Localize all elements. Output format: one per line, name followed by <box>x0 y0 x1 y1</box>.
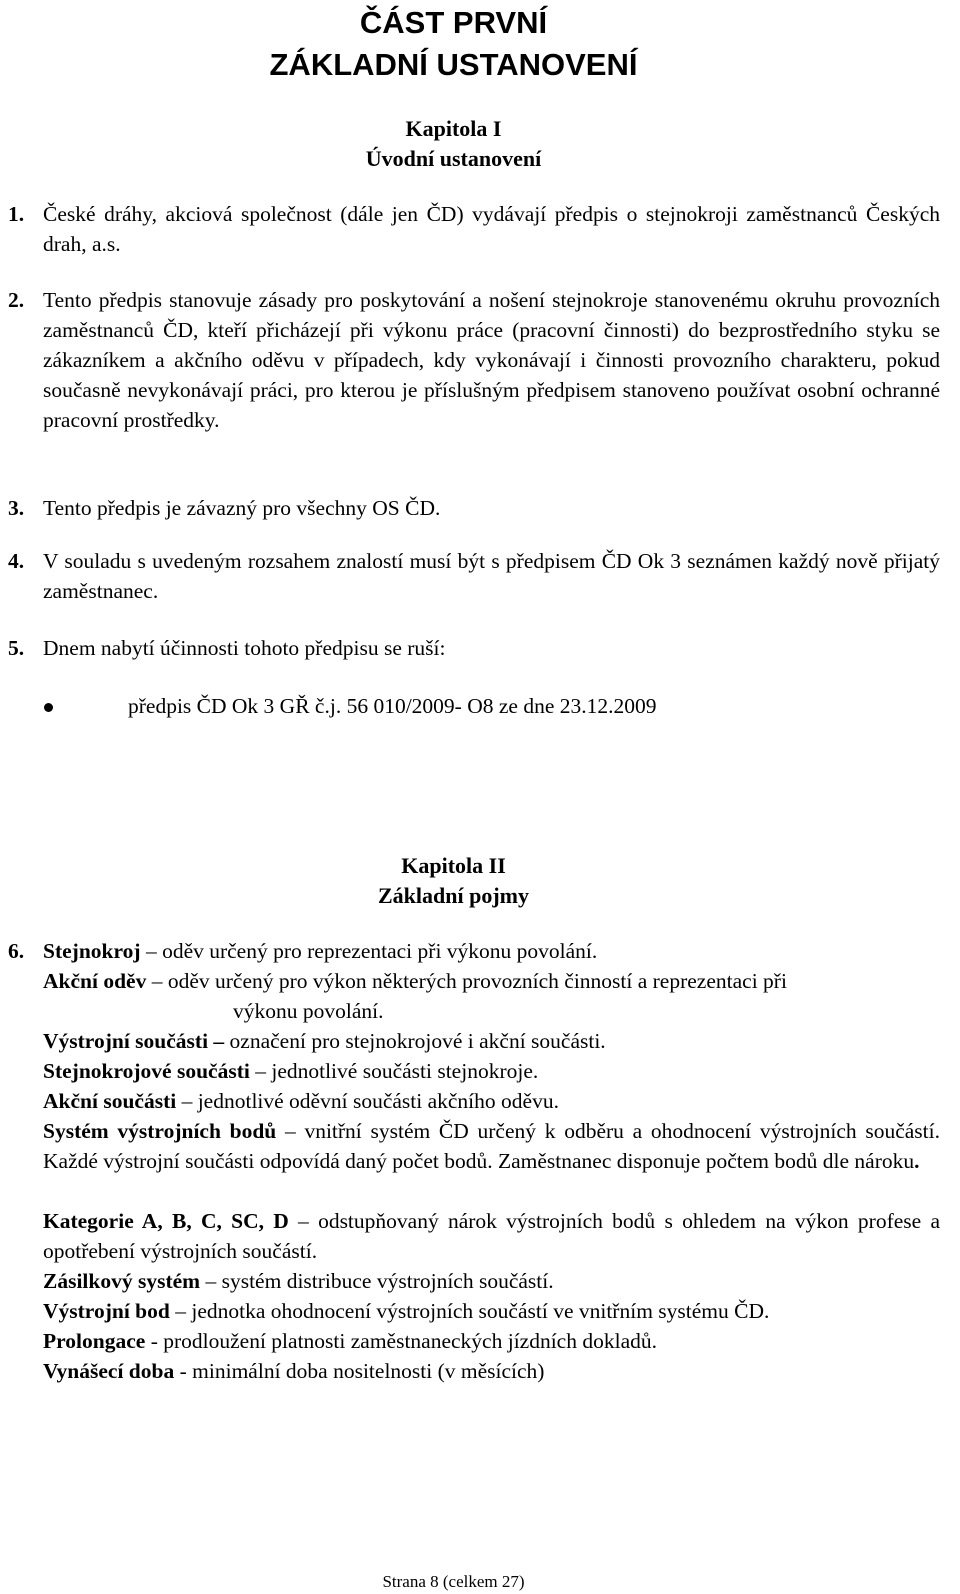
chapter-2-heading <box>0 851 907 911</box>
item-3-number: 3. <box>8 496 25 520</box>
item-4-number: 4. <box>8 549 25 573</box>
page-footer: Strana 8 (celkem 27) <box>382 1572 525 1591</box>
definition-term: Akční součásti <box>43 1089 177 1113</box>
definition-separator: – <box>288 1209 319 1233</box>
definition-separator: - <box>145 1329 164 1353</box>
definition-text: odstupňovaný nárok výstrojních bodů s ohledem na výkon profese a opotřebení výstrojních součástí. <box>43 1209 941 1263</box>
definition-term: Stejnokroj <box>43 939 141 963</box>
item-5-text: Dnem nabytí účinnosti tohoto předpisu se ruší: <box>43 636 446 660</box>
definition-text: jednotlivé oděvní součásti akčního oděvu. <box>197 1089 559 1113</box>
chapter-1-label: Kapitola I <box>405 116 502 141</box>
definition-stejnokroj <box>43 936 940 966</box>
definition-term: Výstrojní bod <box>43 1299 170 1323</box>
definition-term: Výstrojní součásti – <box>43 1029 225 1053</box>
chapter-1-title: Úvodní ustanovení <box>365 146 542 171</box>
definition-text: označení pro stejnokrojové i akční součásti. <box>229 1029 606 1053</box>
definition-separator: – <box>249 1059 272 1083</box>
definition-text: vnitřní systém ČD určený k odběru a ohodnocení výstrojních součástí. Každé výstrojní součásti odpovídá daný počet bodů. Zaměstnanec disponuje počtem bodů dle nároku <box>43 1119 940 1173</box>
definition-term: Stejnokrojové součásti <box>43 1059 250 1083</box>
chapter-2-title: Základní pojmy <box>378 883 529 908</box>
item-3-text: Tento předpis je závazný pro všechny OS ČD. <box>43 496 441 520</box>
definition-text: jednotlivé součásti stejnokroje. <box>271 1059 539 1083</box>
part-title <box>0 2 907 86</box>
definition-vystrojni-soucasti <box>43 1026 940 1056</box>
definition-separator: - <box>174 1359 193 1383</box>
definition-separator: – <box>276 1119 305 1143</box>
definition-separator: – <box>146 969 168 993</box>
definition-akcni-odev <box>43 966 940 1026</box>
definition-tail: . <box>914 1149 920 1173</box>
item-1-number: 1. <box>8 202 25 226</box>
definition-text: oděv určený pro reprezentaci při výkonu povolání. <box>162 939 598 963</box>
definition-stejnokrojove-soucasti <box>43 1056 940 1086</box>
definition-text-continued: výkonu povolání. <box>233 999 384 1023</box>
item-5-number: 5. <box>8 636 25 660</box>
definition-vynaseci-doba <box>43 1356 940 1386</box>
definition-term: Kategorie A, B, C, SC, D <box>43 1209 289 1233</box>
definition-text: prodloužení platnosti zaměstnaneckých jízdních dokladů. <box>163 1329 657 1353</box>
item-2-text: Tento předpis stanovuje zásady pro poskytování a nošení stejnokroje stanovenému okruhu provozních zaměstnanců ČD, kteří přicházejí při výkonu práce (pracovní činnosti) do bezprostředního styku se zákazníkem a akčního oděvu v případech, kdy vykonávají i činnosti provozního charakteru, pokud současně nevykonávají práci, pro kterou je příslušným předpisem stanoveno používat osobní ochranné pracovní prostředky. <box>43 288 940 432</box>
item-1-text: České dráhy, akciová společnost (dále jen ČD) vydávají předpis o stejnokroji zaměstnanců Českých drah, a.s. <box>43 202 940 256</box>
item-4-text: V souladu s uvedeným rozsahem znalostí musí být s předpisem ČD Ok 3 seznámen každý nově přijatý zaměstnanec. <box>43 549 940 603</box>
definition-text: jednotka ohodnocení výstrojních součástí ve vnitřním systému ČD. <box>191 1299 770 1323</box>
bullet-text: předpis ČD Ok 3 GŘ č.j. 56 010/2009- O8 ze dne 23.12.2009 <box>128 694 657 718</box>
definition-kategorie <box>43 1206 940 1266</box>
definition-separator: – <box>169 1299 192 1323</box>
definition-separator: – <box>140 939 163 963</box>
definition-text: minimální doba nositelnosti (v měsících) <box>192 1359 545 1383</box>
definition-term: Akční oděv <box>43 969 147 993</box>
item-2-number: 2. <box>8 288 25 312</box>
chapter-2-label: Kapitola II <box>401 853 506 878</box>
definition-term: Systém výstrojních bodů <box>43 1119 277 1143</box>
chapter-1-heading <box>0 114 907 174</box>
definition-text: oděv určený pro výkon některých provozních činností a reprezentaci při <box>167 969 787 993</box>
bullet-dot <box>44 703 53 712</box>
definition-prolongace <box>43 1326 940 1356</box>
definition-text: systém distribuce výstrojních součástí. <box>221 1269 554 1293</box>
definition-vystrojni-bod <box>43 1296 940 1326</box>
definition-term: Prolongace <box>43 1329 146 1353</box>
definition-akcni-soucasti <box>43 1086 940 1116</box>
definition-term: Zásilkový systém <box>43 1269 201 1293</box>
item-6-number: 6. <box>8 939 25 963</box>
part-title-line2: ZÁKLADNÍ USTANOVENÍ <box>269 47 638 82</box>
definition-separator: – <box>200 1269 222 1293</box>
definition-separator: – <box>176 1089 198 1113</box>
definition-system-vystrojnich-bodu <box>43 1116 940 1176</box>
definition-term: Vynášecí doba <box>43 1359 175 1383</box>
definition-zasilkovy-system <box>43 1266 940 1296</box>
part-title-line1: ČÁST PRVNÍ <box>359 5 548 40</box>
